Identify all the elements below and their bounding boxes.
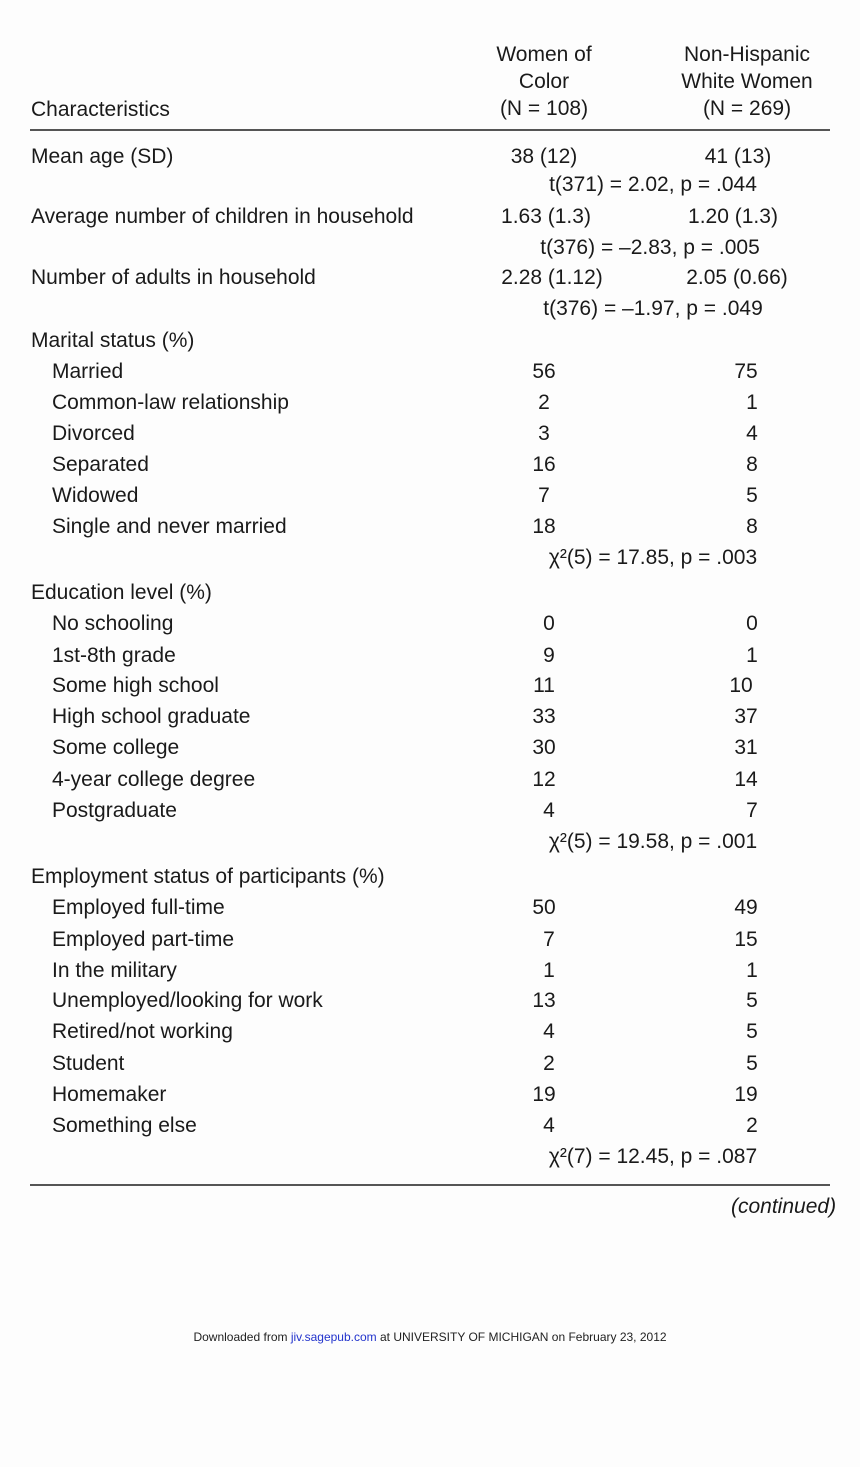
continued-note: (continued) bbox=[731, 1195, 837, 1218]
row-label-children: Average number of children in household bbox=[31, 205, 414, 228]
employment-c2: 5 bbox=[746, 989, 758, 1012]
employment-c1: 19 bbox=[532, 1083, 556, 1106]
row-label-adults: Number of adults in household bbox=[31, 266, 316, 289]
row-label-mean-age: Mean age (SD) bbox=[31, 145, 174, 168]
education-label: Some high school bbox=[52, 674, 219, 697]
marital-label: Married bbox=[52, 360, 124, 383]
education-c1: 33 bbox=[532, 705, 556, 728]
header-characteristics: Characteristics bbox=[31, 98, 170, 121]
education-c2: 7 bbox=[746, 799, 758, 822]
employment-c2: 15 bbox=[734, 928, 758, 951]
stat-adults: t(376) = –1.97, p = .049 bbox=[543, 297, 763, 320]
marital-label: Divorced bbox=[52, 422, 135, 445]
bottom-rule bbox=[30, 1184, 830, 1186]
employment-label: Unemployed/looking for work bbox=[52, 989, 323, 1012]
marital-c1: 3 bbox=[538, 422, 550, 445]
marital-c1: 2 bbox=[538, 391, 550, 414]
employment-label: Student bbox=[52, 1052, 125, 1075]
cell-adults-c2: 2.05 (0.66) bbox=[686, 266, 788, 289]
education-c2: 31 bbox=[734, 736, 758, 759]
marital-c1: 56 bbox=[532, 360, 556, 383]
cell-mean-age-c1: 38 (12) bbox=[510, 145, 578, 168]
stat-marital: χ²(5) = 17.85, p = .003 bbox=[548, 546, 758, 569]
employment-c1: 4 bbox=[543, 1020, 555, 1043]
cell-adults-c1: 2.28 (1.12) bbox=[501, 266, 603, 289]
marital-c2: 5 bbox=[746, 484, 758, 507]
header-col1-line2: Color bbox=[518, 70, 570, 93]
employment-c2: 2 bbox=[746, 1114, 758, 1137]
header-white-women bbox=[647, 41, 847, 122]
education-c2: 0 bbox=[746, 612, 758, 635]
cell-children-c2: 1.20 (1.3) bbox=[688, 205, 778, 228]
stat-children: t(376) = –2.83, p = .005 bbox=[540, 236, 760, 259]
employment-c2: 5 bbox=[746, 1052, 758, 1075]
employment-c2: 5 bbox=[746, 1020, 758, 1043]
education-c1: 11 bbox=[533, 674, 555, 697]
marital-c1: 16 bbox=[532, 453, 556, 476]
employment-c1: 7 bbox=[543, 928, 555, 951]
employment-label: Homemaker bbox=[52, 1083, 167, 1106]
employment-label: In the military bbox=[52, 959, 177, 982]
marital-c2: 8 bbox=[746, 453, 758, 476]
employment-label: Employed part-time bbox=[52, 928, 235, 951]
marital-c2: 1 bbox=[746, 391, 758, 414]
header-women-of-color bbox=[444, 41, 644, 122]
education-c1: 0 bbox=[543, 612, 555, 635]
employment-c2: 1 bbox=[746, 959, 758, 982]
marital-c1: 18 bbox=[532, 515, 556, 538]
stat-mean-age: t(371) = 2.02, p = .044 bbox=[549, 173, 757, 196]
education-c1: 9 bbox=[543, 644, 555, 667]
download-footer bbox=[0, 1330, 860, 1344]
marital-label: Widowed bbox=[52, 484, 139, 507]
education-label: 4-year college degree bbox=[52, 768, 256, 791]
section-title-education: Education level (%) bbox=[31, 581, 212, 604]
stat-employment: χ²(7) = 12.45, p = .087 bbox=[548, 1145, 758, 1168]
marital-label: Common-law relationship bbox=[52, 391, 289, 414]
marital-label: Separated bbox=[52, 453, 149, 476]
education-c2: 37 bbox=[734, 705, 758, 728]
header-col2-line2: White Women bbox=[681, 70, 813, 93]
employment-label: Something else bbox=[52, 1114, 197, 1137]
education-label: High school graduate bbox=[52, 705, 251, 728]
marital-c2: 4 bbox=[746, 422, 758, 445]
education-c2: 14 bbox=[734, 768, 758, 791]
employment-label: Employed full-time bbox=[52, 896, 225, 919]
employment-c1: 2 bbox=[543, 1052, 555, 1075]
education-c1: 30 bbox=[532, 736, 556, 759]
marital-label: Single and never married bbox=[52, 515, 287, 538]
employment-c2: 19 bbox=[734, 1083, 758, 1106]
section-title-marital: Marital status (%) bbox=[31, 329, 195, 352]
employment-c1: 13 bbox=[532, 989, 556, 1012]
header-rule bbox=[30, 129, 830, 131]
cell-mean-age-c2: 41 (13) bbox=[704, 145, 772, 168]
stat-education: χ²(5) = 19.58, p = .001 bbox=[548, 830, 758, 853]
employment-c1: 4 bbox=[543, 1114, 555, 1137]
education-label: Some college bbox=[52, 736, 180, 759]
employment-c1: 50 bbox=[532, 896, 556, 919]
education-label: Postgraduate bbox=[52, 799, 177, 822]
marital-c1: 7 bbox=[538, 484, 550, 507]
footer-link[interactable]: jiv.sagepub.com bbox=[290, 1330, 377, 1344]
footer-suffix: at UNIVERSITY OF MICHIGAN on February 23, 2012 bbox=[376, 1330, 667, 1344]
header-col1-line3: (N = 108) bbox=[499, 97, 589, 120]
education-c2: 1 bbox=[746, 644, 758, 667]
cell-children-c1: 1.63 (1.3) bbox=[501, 205, 591, 228]
marital-c2: 75 bbox=[734, 360, 758, 383]
section-title-employment: Employment status of participants (%) bbox=[31, 865, 385, 888]
employment-c1: 1 bbox=[543, 959, 555, 982]
header-col1-line1: Women of bbox=[496, 43, 592, 66]
employment-label: Retired/not working bbox=[52, 1020, 233, 1043]
education-label: 1st-8th grade bbox=[52, 644, 176, 667]
footer-prefix: Downloaded from bbox=[193, 1330, 291, 1344]
marital-c2: 8 bbox=[746, 515, 758, 538]
employment-c2: 49 bbox=[734, 896, 758, 919]
education-c2: 10 bbox=[729, 674, 753, 697]
header-col2-line1: Non-Hispanic bbox=[683, 43, 811, 66]
header-col2-line3: (N = 269) bbox=[702, 97, 792, 120]
education-c1: 4 bbox=[543, 799, 555, 822]
education-c1: 12 bbox=[532, 768, 556, 791]
education-label: No schooling bbox=[52, 612, 174, 635]
